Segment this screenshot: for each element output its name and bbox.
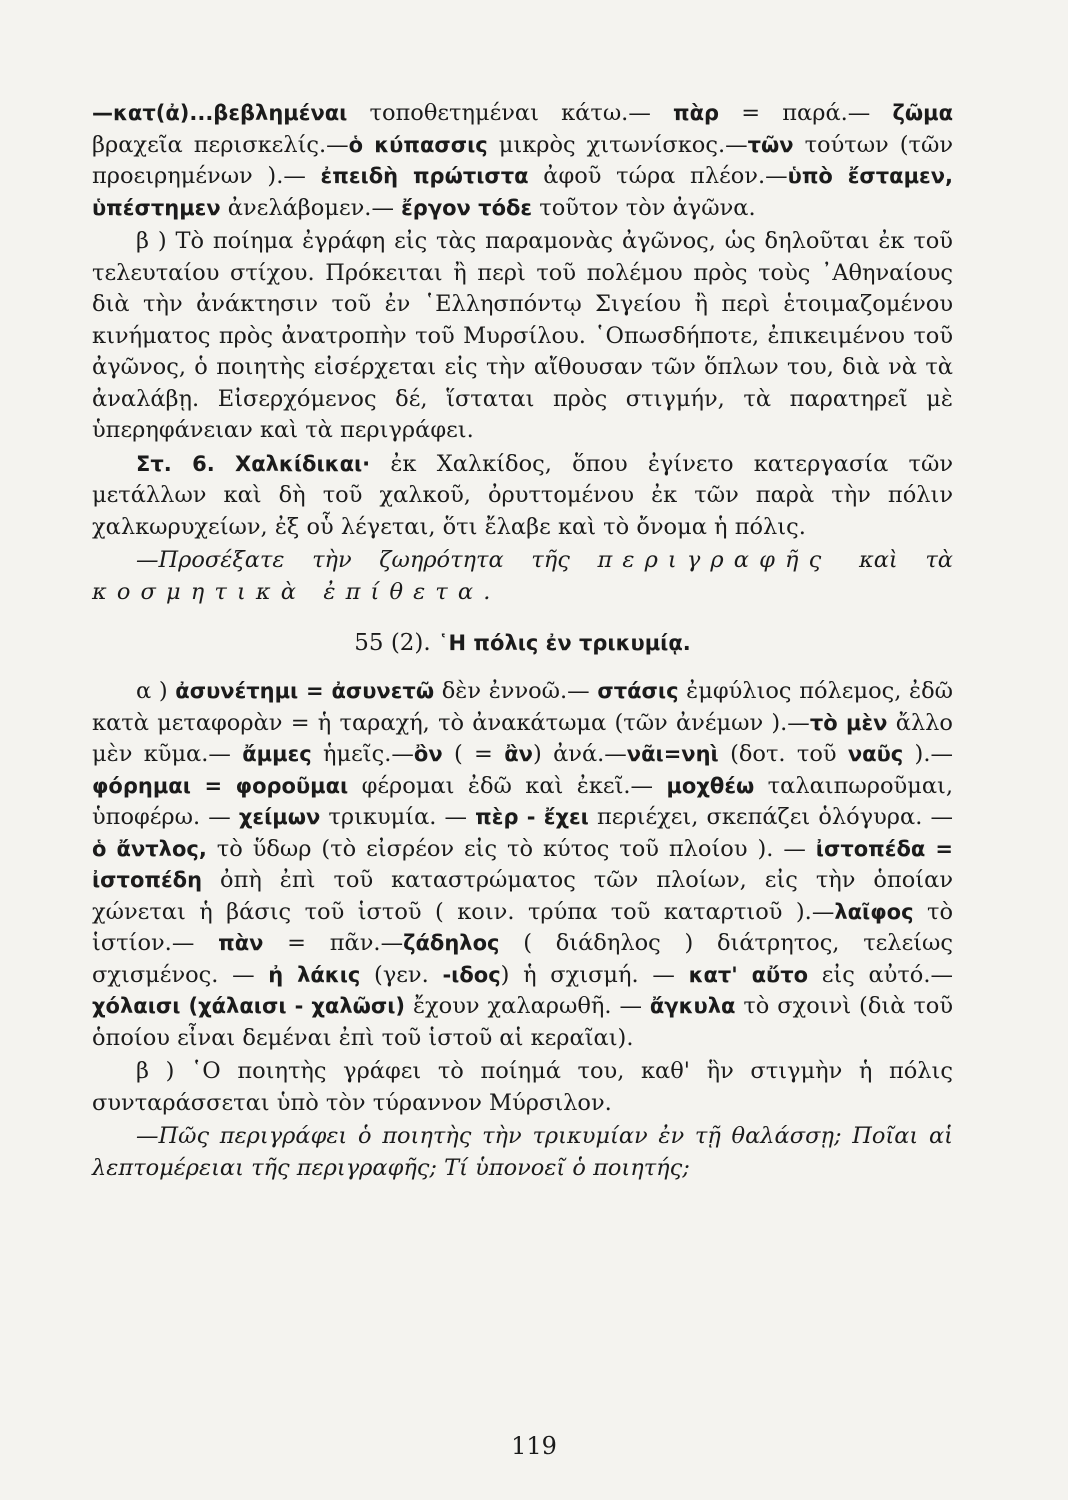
text-run: τρικυμία. — <box>320 804 476 830</box>
lemma: τὸ μὲν <box>809 710 888 735</box>
lemma: ῾Η πόλις ἐν τρικυμίᾳ. <box>438 631 691 655</box>
lemma: ζῶμα <box>892 101 953 125</box>
text-run: δὲν ἐννοῶ.— <box>434 678 598 704</box>
text-run: περιέχει, σκεπάζει ὁλόγυρα. — <box>588 804 953 830</box>
lemma: χείμων <box>238 805 321 829</box>
text-run: ὀπὴ ἐπὶ τοῦ καταστρώματος τῶν πλοίων, εἰς τὴν ὁποίαν χώνεται ἡ βάσις τοῦ ἱστοῦ ( κοιν. τρύπα τοῦ καταρτιοῦ ).— <box>92 867 953 925</box>
lemma: -ιδος <box>442 962 501 987</box>
verse-6-note <box>92 449 953 544</box>
spaced-emphasis: περιγραφῆς <box>597 547 832 573</box>
text-run: εἰς αὐτό.— <box>808 961 953 988</box>
lemma: πὰρ <box>672 101 720 125</box>
lemma: ὂν <box>413 742 443 766</box>
text-run: ἡμεῖς.— <box>311 741 414 767</box>
text-run: ἀνελάβομεν.— <box>220 194 402 221</box>
text-run: ταλαιπωροῦμαι, ὑποφέρω. — <box>92 772 953 830</box>
lemma: ὑπὸ ἔσταμεν, ὑπέστημεν <box>92 164 954 220</box>
commentary-paragraph-b2 <box>92 1056 953 1119</box>
text-run: φέρομαι ἐδῶ καὶ ἐκεῖ.— <box>348 772 667 799</box>
page-number: 119 <box>511 1432 557 1460</box>
lemma: ζάδηλος <box>403 931 500 955</box>
lemma: ὁ κύπασσις <box>348 132 488 157</box>
text-run: = παρά.— <box>719 100 893 126</box>
lemma: τῶν <box>747 132 794 157</box>
text-run: β ) ῾Ο ποιητὴς γράφει τὸ ποίημά του, καθ' ἣν στιγμὴν ἡ πόλις συνταράσσεται ὑπὸ τὸν τύραννον Μύρσιλον. <box>92 1058 953 1116</box>
text-run: ἐκ Χαλκίδος, ὅπου ἐγίνετο κατεργασία τῶν μετάλλων καὶ δὴ τοῦ χαλκοῦ, ὀρυττομένου ἐκ τῶν παρὰ τὴν πόλιν χαλκωρυχείων, ἐξ οὗ λέγεται, ὅτι ἔλαβε καὶ τὸ ὄνομα ἡ πόλις. <box>92 450 953 540</box>
lemma: νᾶι=νηὶ <box>626 742 719 766</box>
lemma: ἂν <box>504 742 533 766</box>
text-run: ) ἀνά.— <box>532 741 627 767</box>
lemma: ἄμμες <box>242 742 312 766</box>
text-run: τοποθετημέναι κάτω.— <box>347 100 673 126</box>
text-run: τὸ ἱστίον.— <box>92 898 953 956</box>
lemma: ὁ ἄντλος, <box>92 836 207 861</box>
lemma: πὲρ - ἔχει <box>475 805 589 829</box>
text-run: —Προσέξατε τὴν ζωηρότητα τῆς <box>136 547 598 573</box>
text-run: μικρὸς χιτωνίσκος.— <box>487 131 748 158</box>
text-run: —Πῶς περιγράφει ὁ ποιητὴς τὴν τρικυμίαν ἐν τῇ θαλάσσῃ; Ποῖαι αἱ λεπτομέρειαι τῆς περιγραφῆς; Τί ὑπονοεῖ ὁ ποιητής; <box>92 1123 953 1181</box>
lemma: Στ. 6. Χαλκίδικαι· <box>136 451 371 476</box>
lemma: μοχθέω <box>666 773 755 798</box>
text-run: (γεν. <box>360 961 443 988</box>
commentary-paragraph-b <box>92 226 953 447</box>
lemma: ναῦς <box>847 742 904 766</box>
lemma: στάσις <box>597 679 679 703</box>
text-run: τοῦτον τὸν ἀγῶνα. <box>532 194 756 221</box>
question-paragraph-2 <box>92 1121 953 1184</box>
lemma: ἠ λάκις <box>268 962 361 987</box>
lemma: λαῖφος <box>834 899 914 924</box>
lemma: πὰν <box>218 931 264 955</box>
glossary-paragraph-1 <box>92 98 953 224</box>
text-run: ( διάδηλος ) διάτρητος, τελείως σχισμένος. — <box>92 930 953 988</box>
question-paragraph-1 <box>92 545 953 608</box>
text-run: τούτων (τῶν προειρημένων ).— <box>92 131 953 189</box>
text-run: 55 (2). <box>354 630 439 656</box>
text-run: = πᾶν.— <box>263 930 404 956</box>
text-run: ( = <box>442 741 505 767</box>
spaced-emphasis: κοσμητικὰ ἐπίθετα. <box>92 578 501 605</box>
text-run: ) ἡ σχισμή. — <box>500 961 689 988</box>
text-run: ἐμφύλιος πόλεμος, ἐδῶ κατὰ μεταφορὰν = ἡ ταραχή, τὸ ἀνακάτωμα (τῶν ἀνέμων ).— <box>92 678 953 736</box>
text-run: α ) <box>136 678 176 704</box>
text-run: ).— <box>903 741 953 767</box>
lemma: φόρημαι = φοροῦμαι <box>92 773 349 798</box>
lemma: ἐπειδὴ πρώτιστα <box>320 164 529 188</box>
lemma: ἀσυνέτημι = ἀσυνετῶ <box>175 679 435 703</box>
text-run: βραχεῖα περισκελίς.— <box>92 131 349 158</box>
text-run: ἄλλο μὲν κῦμα.— <box>92 709 953 767</box>
text-run: β ) Τὸ ποίημα ἐγράφη εἰς τὰς παραμονὰς ἀγῶνος, ὡς δηλοῦται ἐκ τοῦ τελευταίου στίχου. Πρόκειται ἢ περὶ τοῦ πολέμου πρὸς τοὺς ᾿Αθηναίους διὰ τὴν ἀνάκτησιν τοῦ ἐν ῾Ελλησπόντῳ Σιγείου ἢ περὶ ἑτοιμαζομένου κινήματος πρὸς ἀνατροπὴν τοῦ Μυρσίλου. ῾Οπωσδήποτε, ἐπικειμένου τοῦ ἀγῶνος, ὁ ποιητὴς εἰσέρχεται εἰς τὴν αἴθουσαν τῶν ὅπλων του, διὰ νὰ τὰ ἀναλάβῃ. Εἰσερχόμενος δέ, ἵσταται πρὸς στιγμήν, τὰ παρατηρεῖ μὲ ὑπερηφάνειαν καὶ τὰ περιγράφει. <box>92 228 953 443</box>
lemma: ἄγκυλα <box>649 994 736 1018</box>
text-run: ἀφοῦ τώρα πλέον.— <box>528 163 788 189</box>
glossary-paragraph-2 <box>92 676 953 1054</box>
text-run: (δοτ. τοῦ <box>718 741 848 767</box>
text-run: καὶ τὰ <box>831 547 953 573</box>
lemma: ἰστοπέδα = ἰστοπέδη <box>92 836 953 892</box>
lemma: κατ' αὔτο <box>688 962 809 987</box>
lemma: χόλαισι (χάλαισι - χαλῶσι) <box>92 994 406 1018</box>
text-run: τὸ ὕδωρ (τὸ εἰσρέον εἰς τὸ κύτος τοῦ πλοίου ). — <box>206 835 816 862</box>
lemma: —κατ(ἀ)...βεβλημέναι <box>92 101 348 125</box>
lemma: ἔργον τόδε <box>401 195 533 220</box>
section-heading <box>92 630 953 656</box>
text-run: ἔχουν χαλαρωθῆ. — <box>405 993 650 1019</box>
text-run: τὸ σχοινὶ (διὰ τοῦ ὁποίου εἶναι δεμέναι ἐπὶ τοῦ ἱστοῦ αἱ κεραῖαι). <box>92 993 953 1051</box>
